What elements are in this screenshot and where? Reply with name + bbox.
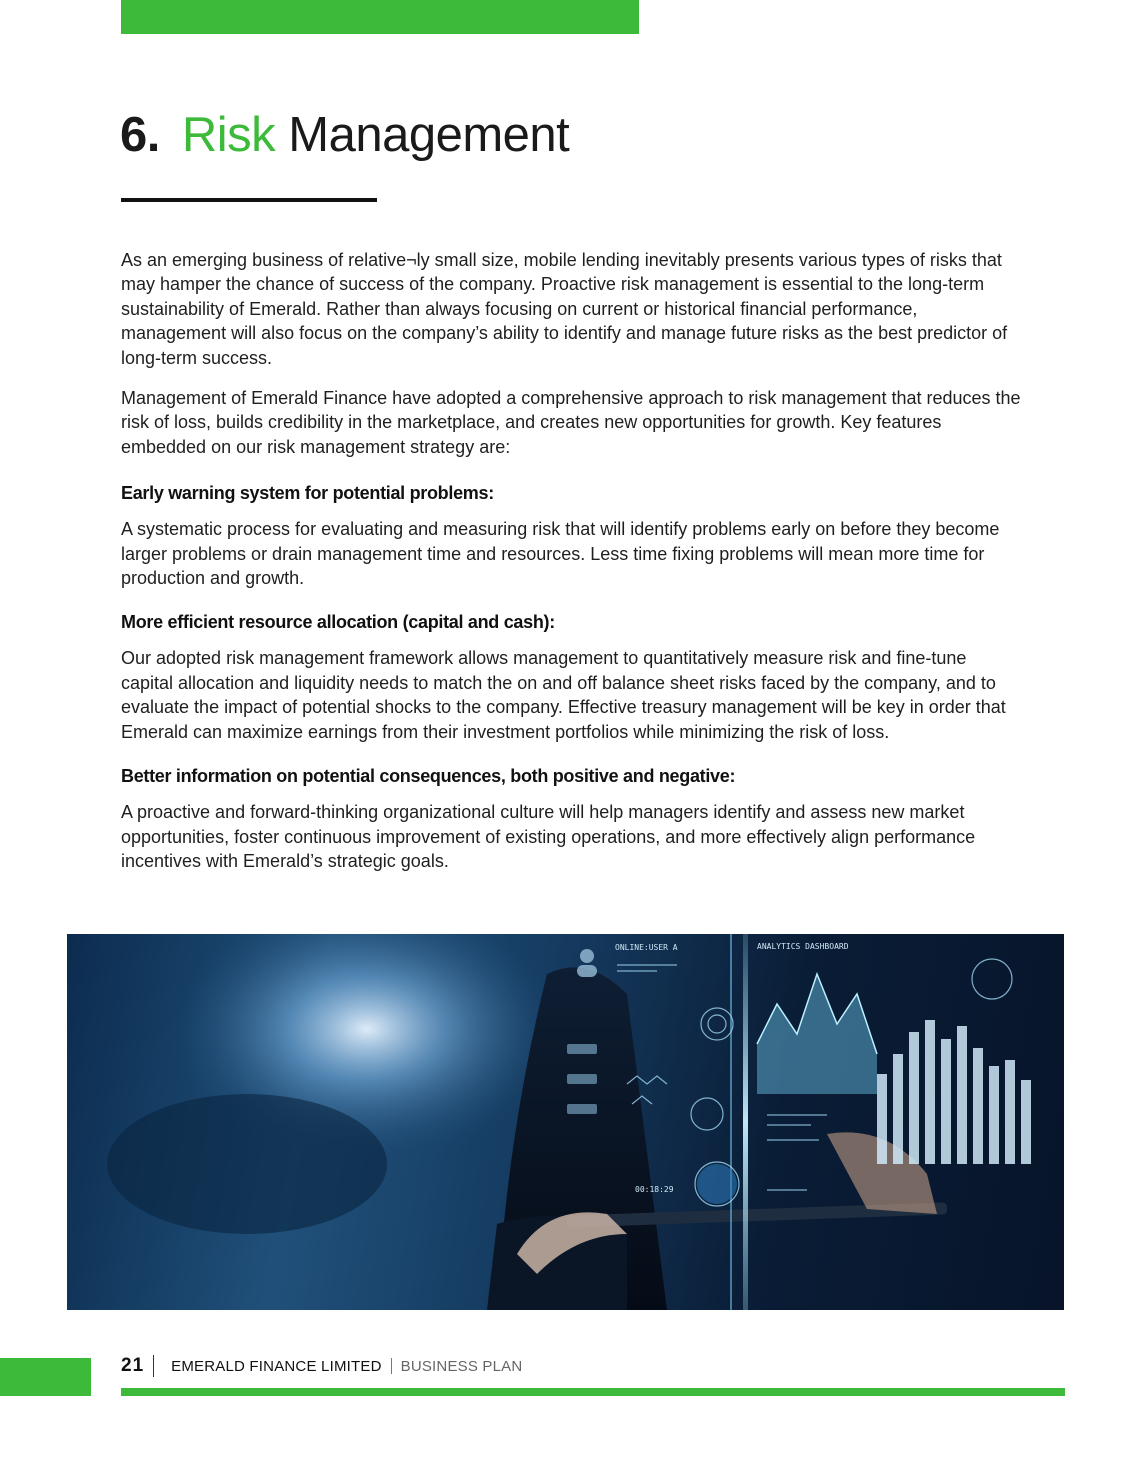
page-number: 21: [121, 1355, 145, 1376]
page-title: [120, 104, 569, 166]
user-profile-icon: [577, 949, 597, 977]
area-chart-icon: [757, 974, 877, 1094]
footer-document-title: BUSINESS PLAN: [400, 1357, 523, 1375]
footer-company: EMERALD FINANCE LIMITED: [171, 1357, 382, 1375]
intro-paragraph-1: As an emerging business of relative¬ly small size, mobile lending inevitably presents various types of risks that may hamper the chance of success of the company. Proactive risk management is essential to the long-term sustainability of Emerald. Rather than always focusing on current or historical financial performance, management will also focus on the company’s ability to identify and manage future risks as the best predictor of long-term success.: [121, 250, 1008, 368]
business-analytics-photo: [67, 934, 1064, 1310]
footer-accent-line: [121, 1388, 1065, 1396]
section-body-early-warning: A systematic process for evaluating and measuring risk that will identify problems early on before they become larger problems or drain management time and resources. Less time fixing problems will mean more time for production and growth.: [121, 519, 1000, 589]
dial-icon: [701, 1008, 733, 1040]
section-body-better-information: A proactive and forward-thinking organizational culture will help managers identify and assess new market opportunities, foster continuous improvement of existing operations, and more effectively align performance incentives with Emerald’s strategic goals.: [121, 802, 976, 871]
section-title-better-information: Better information on potential consequences, both positive and negative:: [121, 766, 736, 787]
gauge-icon: [972, 959, 1012, 999]
top-accent-bar: [121, 0, 639, 34]
footer-separator-small: [391, 1358, 392, 1374]
section-title-resource-allocation: More efficient resource allocation (capital and cash):: [121, 612, 555, 633]
hud-label-analytics: ANALYTICS DASHBOARD: [757, 942, 849, 951]
footer-accent-block: [0, 1358, 91, 1396]
title-accent-word: Risk: [181, 108, 276, 162]
body-content: [121, 248, 1021, 889]
intro-paragraph-2: Management of Emerald Finance have adopted a comprehensive approach to risk management that reduces the risk of loss, builds credibility in the marketplace, and creates new opportunities for growth. Key features embedded on our risk management strategy are:: [121, 388, 1021, 457]
light-beam: [743, 934, 748, 1310]
section-title-early-warning: Early warning system for potential problems:: [121, 483, 494, 504]
hud-label-online-user: ONLINE:USER A: [615, 943, 678, 952]
bar-chart-icon: [877, 1020, 1031, 1164]
section-body-resource-allocation: Our adopted risk management framework allows management to quantitatively measure risk and fine-tune capital allocation and liquidity needs to match the on and off balance sheet risks faced by the company, and to evaluate the impact of potential shocks to the company. Effective treasury management will be key in order that Emerald can maximize earnings from their investment portfolios while minimizing the risk of loss.: [121, 648, 1006, 742]
title-rest: Management: [288, 108, 570, 162]
section-number: 6.: [120, 108, 160, 162]
hud-label-time: 00:18:29: [635, 1185, 674, 1194]
footer: [121, 1353, 522, 1379]
footer-separator: [153, 1355, 154, 1377]
photo-illustration: [67, 934, 1064, 1310]
title-underline: [121, 198, 377, 202]
